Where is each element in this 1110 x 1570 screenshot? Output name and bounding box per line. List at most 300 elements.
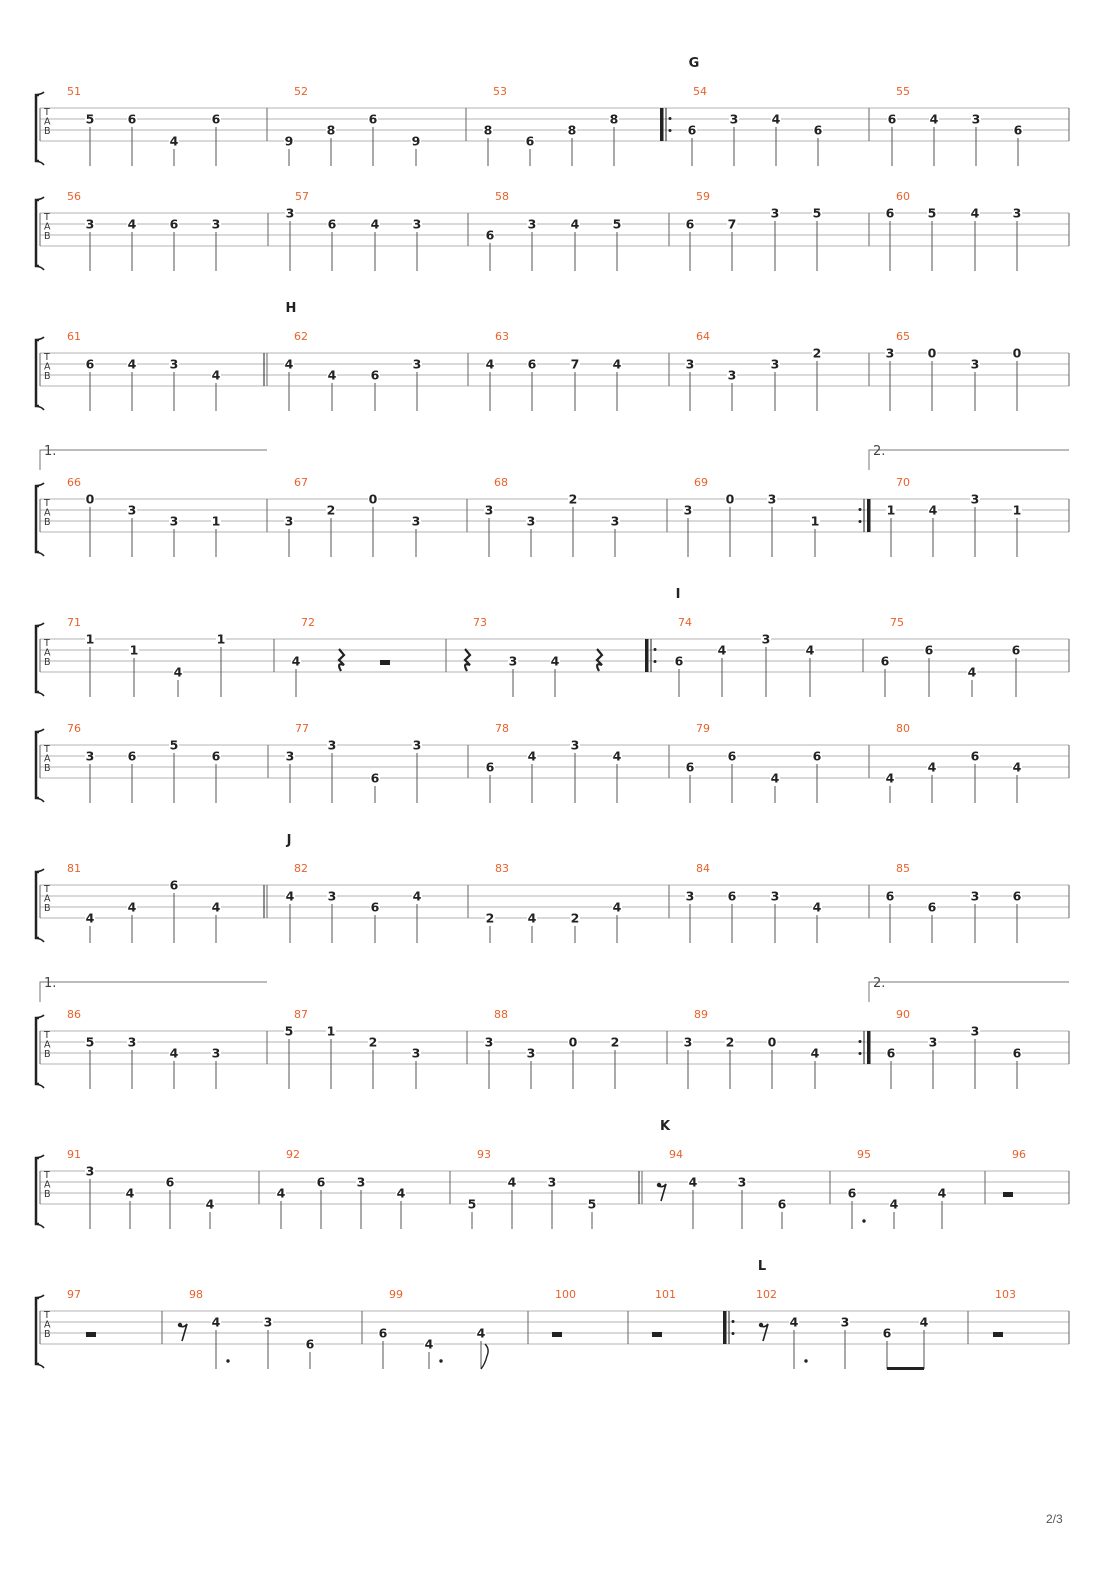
fret-number: 4 <box>929 111 939 127</box>
tab-clef-letter: B <box>44 763 51 774</box>
fret-number: 6 <box>211 111 221 127</box>
fret-number: 3 <box>211 1045 221 1061</box>
fret-number: 3 <box>770 888 780 904</box>
volta-label: 1. <box>44 444 57 459</box>
fret-number: 0 <box>368 491 378 507</box>
fret-number: 6 <box>886 1045 896 1061</box>
fret-number: 2 <box>368 1034 378 1050</box>
measure-number: 86 <box>67 1008 81 1021</box>
repeat-dot <box>654 648 657 651</box>
fret-number: 4 <box>396 1185 406 1201</box>
repeat-dot <box>859 520 862 523</box>
brace-cap-bottom <box>36 938 44 942</box>
fret-number: 6 <box>813 122 823 138</box>
measure-number: 57 <box>295 190 309 203</box>
fret-number: 4 <box>885 770 895 786</box>
measure-number: 99 <box>389 1288 403 1301</box>
tab-clef-letter: T <box>44 212 50 223</box>
measure-number: 65 <box>896 330 910 343</box>
tab-clef-letter: B <box>44 903 51 914</box>
fret-number: 3 <box>970 356 980 372</box>
measure-number: 59 <box>696 190 710 203</box>
fret-number: 3 <box>1012 205 1022 221</box>
fret-number: 6 <box>970 748 980 764</box>
tab-clef-letter: T <box>44 884 50 895</box>
brace-cap-bottom <box>36 1364 44 1368</box>
fret-number: 6 <box>685 759 695 775</box>
fret-number: 4 <box>688 1174 698 1190</box>
fret-number: 4 <box>173 664 183 680</box>
augmentation-dot <box>226 1359 229 1362</box>
fret-number: 4 <box>485 356 495 372</box>
fret-number: 6 <box>812 748 822 764</box>
fret-number: 3 <box>127 502 137 518</box>
measure-number: 71 <box>67 616 81 629</box>
fret-number: 4 <box>127 216 137 232</box>
fret-number: 4 <box>550 653 560 669</box>
repeat-dot <box>669 129 672 132</box>
tab-clef-letter: T <box>44 498 50 509</box>
fret-number: 4 <box>812 899 822 915</box>
fret-number: 4 <box>527 748 537 764</box>
measure-number: 98 <box>189 1288 203 1301</box>
fret-number: 4 <box>789 1314 799 1330</box>
fret-number: 1 <box>1012 502 1022 518</box>
tab-clef-letter: T <box>44 352 50 363</box>
fret-number: 1 <box>810 513 820 529</box>
tab-clef-letter: B <box>44 1049 51 1060</box>
measure-number: 82 <box>294 862 308 875</box>
fret-number: 3 <box>570 737 580 753</box>
tab-clef-letter: T <box>44 1030 50 1041</box>
fret-number: 4 <box>127 356 137 372</box>
measure-number: 96 <box>1012 1148 1026 1161</box>
brace-cap-top <box>36 197 44 200</box>
augmentation-dot <box>439 1359 442 1362</box>
fret-number: 6 <box>1012 888 1022 904</box>
tab-clef-letter: T <box>44 1170 50 1181</box>
fret-number: 6 <box>887 111 897 127</box>
fret-number: 3 <box>263 1314 273 1330</box>
fret-number: 6 <box>85 356 95 372</box>
fret-number: 3 <box>928 1034 938 1050</box>
fret-number: 3 <box>169 356 179 372</box>
fret-number: 6 <box>880 653 890 669</box>
brace-cap-top <box>36 1015 44 1018</box>
tab-clef-letter: B <box>44 1329 51 1340</box>
fret-number: 8 <box>567 122 577 138</box>
fret-number: 6 <box>527 356 537 372</box>
measure-number: 53 <box>493 85 507 98</box>
rehearsal-mark: L <box>757 1259 767 1274</box>
fret-number: 1 <box>211 513 221 529</box>
fret-number: 4 <box>928 502 938 518</box>
measure-number: 73 <box>473 616 487 629</box>
fret-number: 4 <box>127 899 137 915</box>
fret-number: 6 <box>368 111 378 127</box>
fret-number: 0 <box>927 345 937 361</box>
fret-number: 8 <box>483 122 493 138</box>
fret-number: 3 <box>285 748 295 764</box>
measure-number: 66 <box>67 476 81 489</box>
fret-number: 4 <box>169 1045 179 1061</box>
fret-number: 6 <box>370 770 380 786</box>
fret-number: 0 <box>85 491 95 507</box>
measure-number: 76 <box>67 722 81 735</box>
fret-number: 6 <box>687 122 697 138</box>
fret-number: 5 <box>812 205 822 221</box>
fret-number: 3 <box>970 888 980 904</box>
quarter-rest <box>465 649 470 671</box>
fret-number: 3 <box>169 513 179 529</box>
measure-number: 51 <box>67 85 81 98</box>
fret-number: 3 <box>729 111 739 127</box>
fret-number: 4 <box>211 899 221 915</box>
fret-number: 3 <box>327 737 337 753</box>
fret-number: 6 <box>378 1325 388 1341</box>
fret-number: 6 <box>882 1325 892 1341</box>
measure-number: 87 <box>294 1008 308 1021</box>
fret-number: 6 <box>525 133 535 149</box>
fret-number: 3 <box>971 111 981 127</box>
staff-brace <box>36 626 39 692</box>
fret-number: 3 <box>285 205 295 221</box>
repeat-dot <box>859 1052 862 1055</box>
brace-cap-top <box>36 337 44 340</box>
fret-number: 2 <box>570 910 580 926</box>
fret-number: 4 <box>810 1045 820 1061</box>
measure-number: 90 <box>896 1008 910 1021</box>
rehearsal-mark: H <box>285 301 297 316</box>
repeat-dot <box>859 508 862 511</box>
eighth-rest <box>759 1323 768 1341</box>
fret-number: 3 <box>683 502 693 518</box>
fret-number: 6 <box>924 642 934 658</box>
half-rest <box>993 1332 1003 1337</box>
fret-number: 6 <box>485 759 495 775</box>
repeat-start-thick <box>645 639 649 672</box>
staff-brace <box>36 95 39 161</box>
tab-clef-letter: A <box>44 507 51 519</box>
brace-cap-bottom <box>36 552 44 556</box>
tab-clef-letter: B <box>44 126 51 137</box>
fret-number: 6 <box>777 1196 787 1212</box>
fret-number: 6 <box>327 216 337 232</box>
fret-number: 4 <box>919 1314 929 1330</box>
fret-number: 4 <box>284 356 294 372</box>
volta-label: 1. <box>44 976 57 991</box>
tab-clef-letter: B <box>44 231 51 242</box>
repeat-dot <box>654 660 657 663</box>
fret-number: 3 <box>685 356 695 372</box>
fret-number: 4 <box>276 1185 286 1201</box>
fret-number: 6 <box>727 748 737 764</box>
fret-number: 4 <box>291 653 301 669</box>
measure-number: 54 <box>693 85 707 98</box>
measure-number: 72 <box>301 616 315 629</box>
tab-clef-letter: B <box>44 371 51 382</box>
measure-number: 56 <box>67 190 81 203</box>
eighth-flag <box>481 1344 488 1369</box>
fret-number: 3 <box>327 888 337 904</box>
brace-cap-top <box>36 623 44 626</box>
measure-number: 60 <box>896 190 910 203</box>
fret-number: 4 <box>927 759 937 775</box>
staff-brace <box>36 200 39 266</box>
measure-number: 74 <box>678 616 692 629</box>
tab-clef-letter: T <box>44 107 50 118</box>
fret-number: 4 <box>169 133 179 149</box>
fret-number: 4 <box>211 1314 221 1330</box>
fret-number: 4 <box>570 216 580 232</box>
fret-number: 5 <box>85 1034 95 1050</box>
fret-number: 4 <box>211 367 221 383</box>
fret-number: 1 <box>129 642 139 658</box>
fret-number: 4 <box>612 356 622 372</box>
fret-number: 3 <box>685 888 695 904</box>
repeat-dot <box>732 1332 735 1335</box>
brace-cap-top <box>36 92 44 95</box>
fret-number: 6 <box>370 899 380 915</box>
fret-number: 5 <box>612 216 622 232</box>
brace-cap-top <box>36 869 44 872</box>
fret-number: 9 <box>284 133 294 149</box>
rehearsal-mark: K <box>659 1119 671 1134</box>
fret-number: 4 <box>612 748 622 764</box>
volta-label: 2. <box>873 976 886 991</box>
fret-number: 3 <box>526 513 536 529</box>
measure-number: 63 <box>495 330 509 343</box>
measure-number: 102 <box>756 1288 777 1301</box>
fret-number: 3 <box>547 1174 557 1190</box>
fret-number: 1 <box>886 502 896 518</box>
measure-number: 58 <box>495 190 509 203</box>
measure-number: 88 <box>494 1008 508 1021</box>
fret-number: 4 <box>327 367 337 383</box>
half-rest <box>1003 1192 1013 1197</box>
fret-number: 3 <box>970 491 980 507</box>
measure-number: 81 <box>67 862 81 875</box>
repeat-end-thick <box>867 499 871 532</box>
fret-number: 6 <box>1012 1045 1022 1061</box>
quarter-rest <box>339 649 344 671</box>
measure-number: 93 <box>477 1148 491 1161</box>
fret-number: 6 <box>927 899 937 915</box>
tab-clef-letter: A <box>44 647 51 659</box>
measure-number: 100 <box>555 1288 576 1301</box>
fret-number: 3 <box>484 502 494 518</box>
fret-number: 0 <box>568 1034 578 1050</box>
fret-number: 3 <box>767 491 777 507</box>
fret-number: 3 <box>761 631 771 647</box>
fret-number: 4 <box>476 1325 486 1341</box>
fret-number: 6 <box>127 111 137 127</box>
fret-number: 4 <box>1012 759 1022 775</box>
fret-number: 6 <box>305 1336 315 1352</box>
staff-brace <box>36 1158 39 1224</box>
fret-number: 2 <box>812 345 822 361</box>
repeat-start-thick <box>660 108 664 141</box>
fret-number: 6 <box>169 216 179 232</box>
fret-number: 3 <box>770 205 780 221</box>
fret-number: 3 <box>356 1174 366 1190</box>
volta-bracket <box>869 982 1069 1002</box>
staff-brace <box>36 486 39 552</box>
fret-number: 3 <box>610 513 620 529</box>
measure-number: 101 <box>655 1288 676 1301</box>
fret-number: 4 <box>967 664 977 680</box>
fret-number: 5 <box>284 1023 294 1039</box>
measure-number: 55 <box>896 85 910 98</box>
fret-number: 3 <box>85 216 95 232</box>
fret-number: 4 <box>125 1185 135 1201</box>
measure-number: 103 <box>995 1288 1016 1301</box>
volta-label: 2. <box>873 444 886 459</box>
measure-number: 83 <box>495 862 509 875</box>
fret-number: 4 <box>770 770 780 786</box>
fret-number: 6 <box>727 888 737 904</box>
staff-brace <box>36 1298 39 1364</box>
fret-number: 0 <box>1012 345 1022 361</box>
fret-number: 4 <box>612 899 622 915</box>
fret-number: 2 <box>725 1034 735 1050</box>
rehearsal-mark: I <box>675 587 681 602</box>
fret-number: 3 <box>508 653 518 669</box>
measure-number: 70 <box>896 476 910 489</box>
fret-number: 2 <box>326 502 336 518</box>
fret-number: 5 <box>927 205 937 221</box>
eighth-rest <box>178 1323 187 1341</box>
measure-number: 75 <box>890 616 904 629</box>
fret-number: 3 <box>885 345 895 361</box>
fret-number: 3 <box>683 1034 693 1050</box>
fret-number: 6 <box>885 888 895 904</box>
measure-number: 78 <box>495 722 509 735</box>
fret-number: 3 <box>527 216 537 232</box>
fret-number: 1 <box>85 631 95 647</box>
brace-cap-bottom <box>36 1084 44 1088</box>
fret-number: 6 <box>1011 642 1021 658</box>
fret-number: 8 <box>326 122 336 138</box>
volta-bracket <box>40 450 267 470</box>
fret-number: 4 <box>370 216 380 232</box>
measure-number: 84 <box>696 862 710 875</box>
fret-number: 3 <box>411 1045 421 1061</box>
brace-cap-bottom <box>36 406 44 410</box>
fret-number: 8 <box>609 111 619 127</box>
page-number: 2/3 <box>1046 1512 1063 1526</box>
measure-number: 62 <box>294 330 308 343</box>
brace-cap-bottom <box>36 692 44 696</box>
brace-cap-bottom <box>36 798 44 802</box>
tab-clef-letter: A <box>44 221 51 233</box>
eighth-beam <box>887 1367 924 1370</box>
repeat-start-thick <box>723 1311 727 1344</box>
fret-number: 6 <box>847 1185 857 1201</box>
augmentation-dot <box>862 1219 865 1222</box>
tab-clef-letter: T <box>44 638 50 649</box>
fret-number: 4 <box>889 1196 899 1212</box>
rehearsal-mark: G <box>688 56 700 71</box>
fret-number: 3 <box>727 367 737 383</box>
fret-number: 6 <box>370 367 380 383</box>
fret-number: 3 <box>526 1045 536 1061</box>
fret-number: 2 <box>568 491 578 507</box>
fret-number: 4 <box>205 1196 215 1212</box>
fret-number: 6 <box>674 653 684 669</box>
measure-number: 77 <box>295 722 309 735</box>
fret-number: 4 <box>717 642 727 658</box>
fret-number: 6 <box>316 1174 326 1190</box>
fret-number: 3 <box>737 1174 747 1190</box>
measure-number: 92 <box>286 1148 300 1161</box>
fret-number: 3 <box>770 356 780 372</box>
fret-number: 6 <box>127 748 137 764</box>
half-rest <box>652 1332 662 1337</box>
volta-bracket <box>40 982 267 1002</box>
eighth-rest <box>657 1183 666 1201</box>
fret-number: 3 <box>85 1163 95 1179</box>
half-rest <box>86 1332 96 1337</box>
fret-number: 4 <box>805 642 815 658</box>
fret-number: 6 <box>1013 122 1023 138</box>
brace-cap-bottom <box>36 1224 44 1228</box>
fret-number: 5 <box>587 1196 597 1212</box>
fret-number: 0 <box>725 491 735 507</box>
measure-number: 97 <box>67 1288 81 1301</box>
staff-brace <box>36 872 39 938</box>
repeat-dot <box>669 117 672 120</box>
fret-number: 6 <box>485 227 495 243</box>
tab-clef-letter: T <box>44 1310 50 1321</box>
staff-brace <box>36 1018 39 1084</box>
fret-number: 4 <box>771 111 781 127</box>
tab-clef-letter: A <box>44 1039 51 1051</box>
fret-number: 3 <box>412 356 422 372</box>
fret-number: 3 <box>85 748 95 764</box>
quarter-rest <box>597 649 602 671</box>
measure-number: 61 <box>67 330 81 343</box>
measure-number: 85 <box>896 862 910 875</box>
tab-clef-letter: B <box>44 517 51 528</box>
staff-brace <box>36 732 39 798</box>
fret-number: 9 <box>411 133 421 149</box>
fret-number: 3 <box>412 216 422 232</box>
brace-cap-top <box>36 483 44 486</box>
fret-number: 6 <box>165 1174 175 1190</box>
fret-number: 6 <box>211 748 221 764</box>
tab-clef-letter: A <box>44 1319 51 1331</box>
fret-number: 7 <box>570 356 580 372</box>
tab-clef-letter: T <box>44 744 50 755</box>
tab-clef-letter: A <box>44 893 51 905</box>
repeat-end-thick <box>867 1031 871 1064</box>
fret-number: 6 <box>169 877 179 893</box>
measure-number: 69 <box>694 476 708 489</box>
fret-number: 4 <box>412 888 422 904</box>
half-rest <box>380 660 390 665</box>
fret-number: 2 <box>610 1034 620 1050</box>
tab-clef-letter: A <box>44 1179 51 1191</box>
tab-clef-letter: A <box>44 361 51 373</box>
fret-number: 3 <box>840 1314 850 1330</box>
brace-cap-top <box>36 1155 44 1158</box>
repeat-dot <box>859 1040 862 1043</box>
fret-number: 6 <box>885 205 895 221</box>
fret-number: 1 <box>326 1023 336 1039</box>
fret-number: 4 <box>970 205 980 221</box>
fret-number: 4 <box>527 910 537 926</box>
